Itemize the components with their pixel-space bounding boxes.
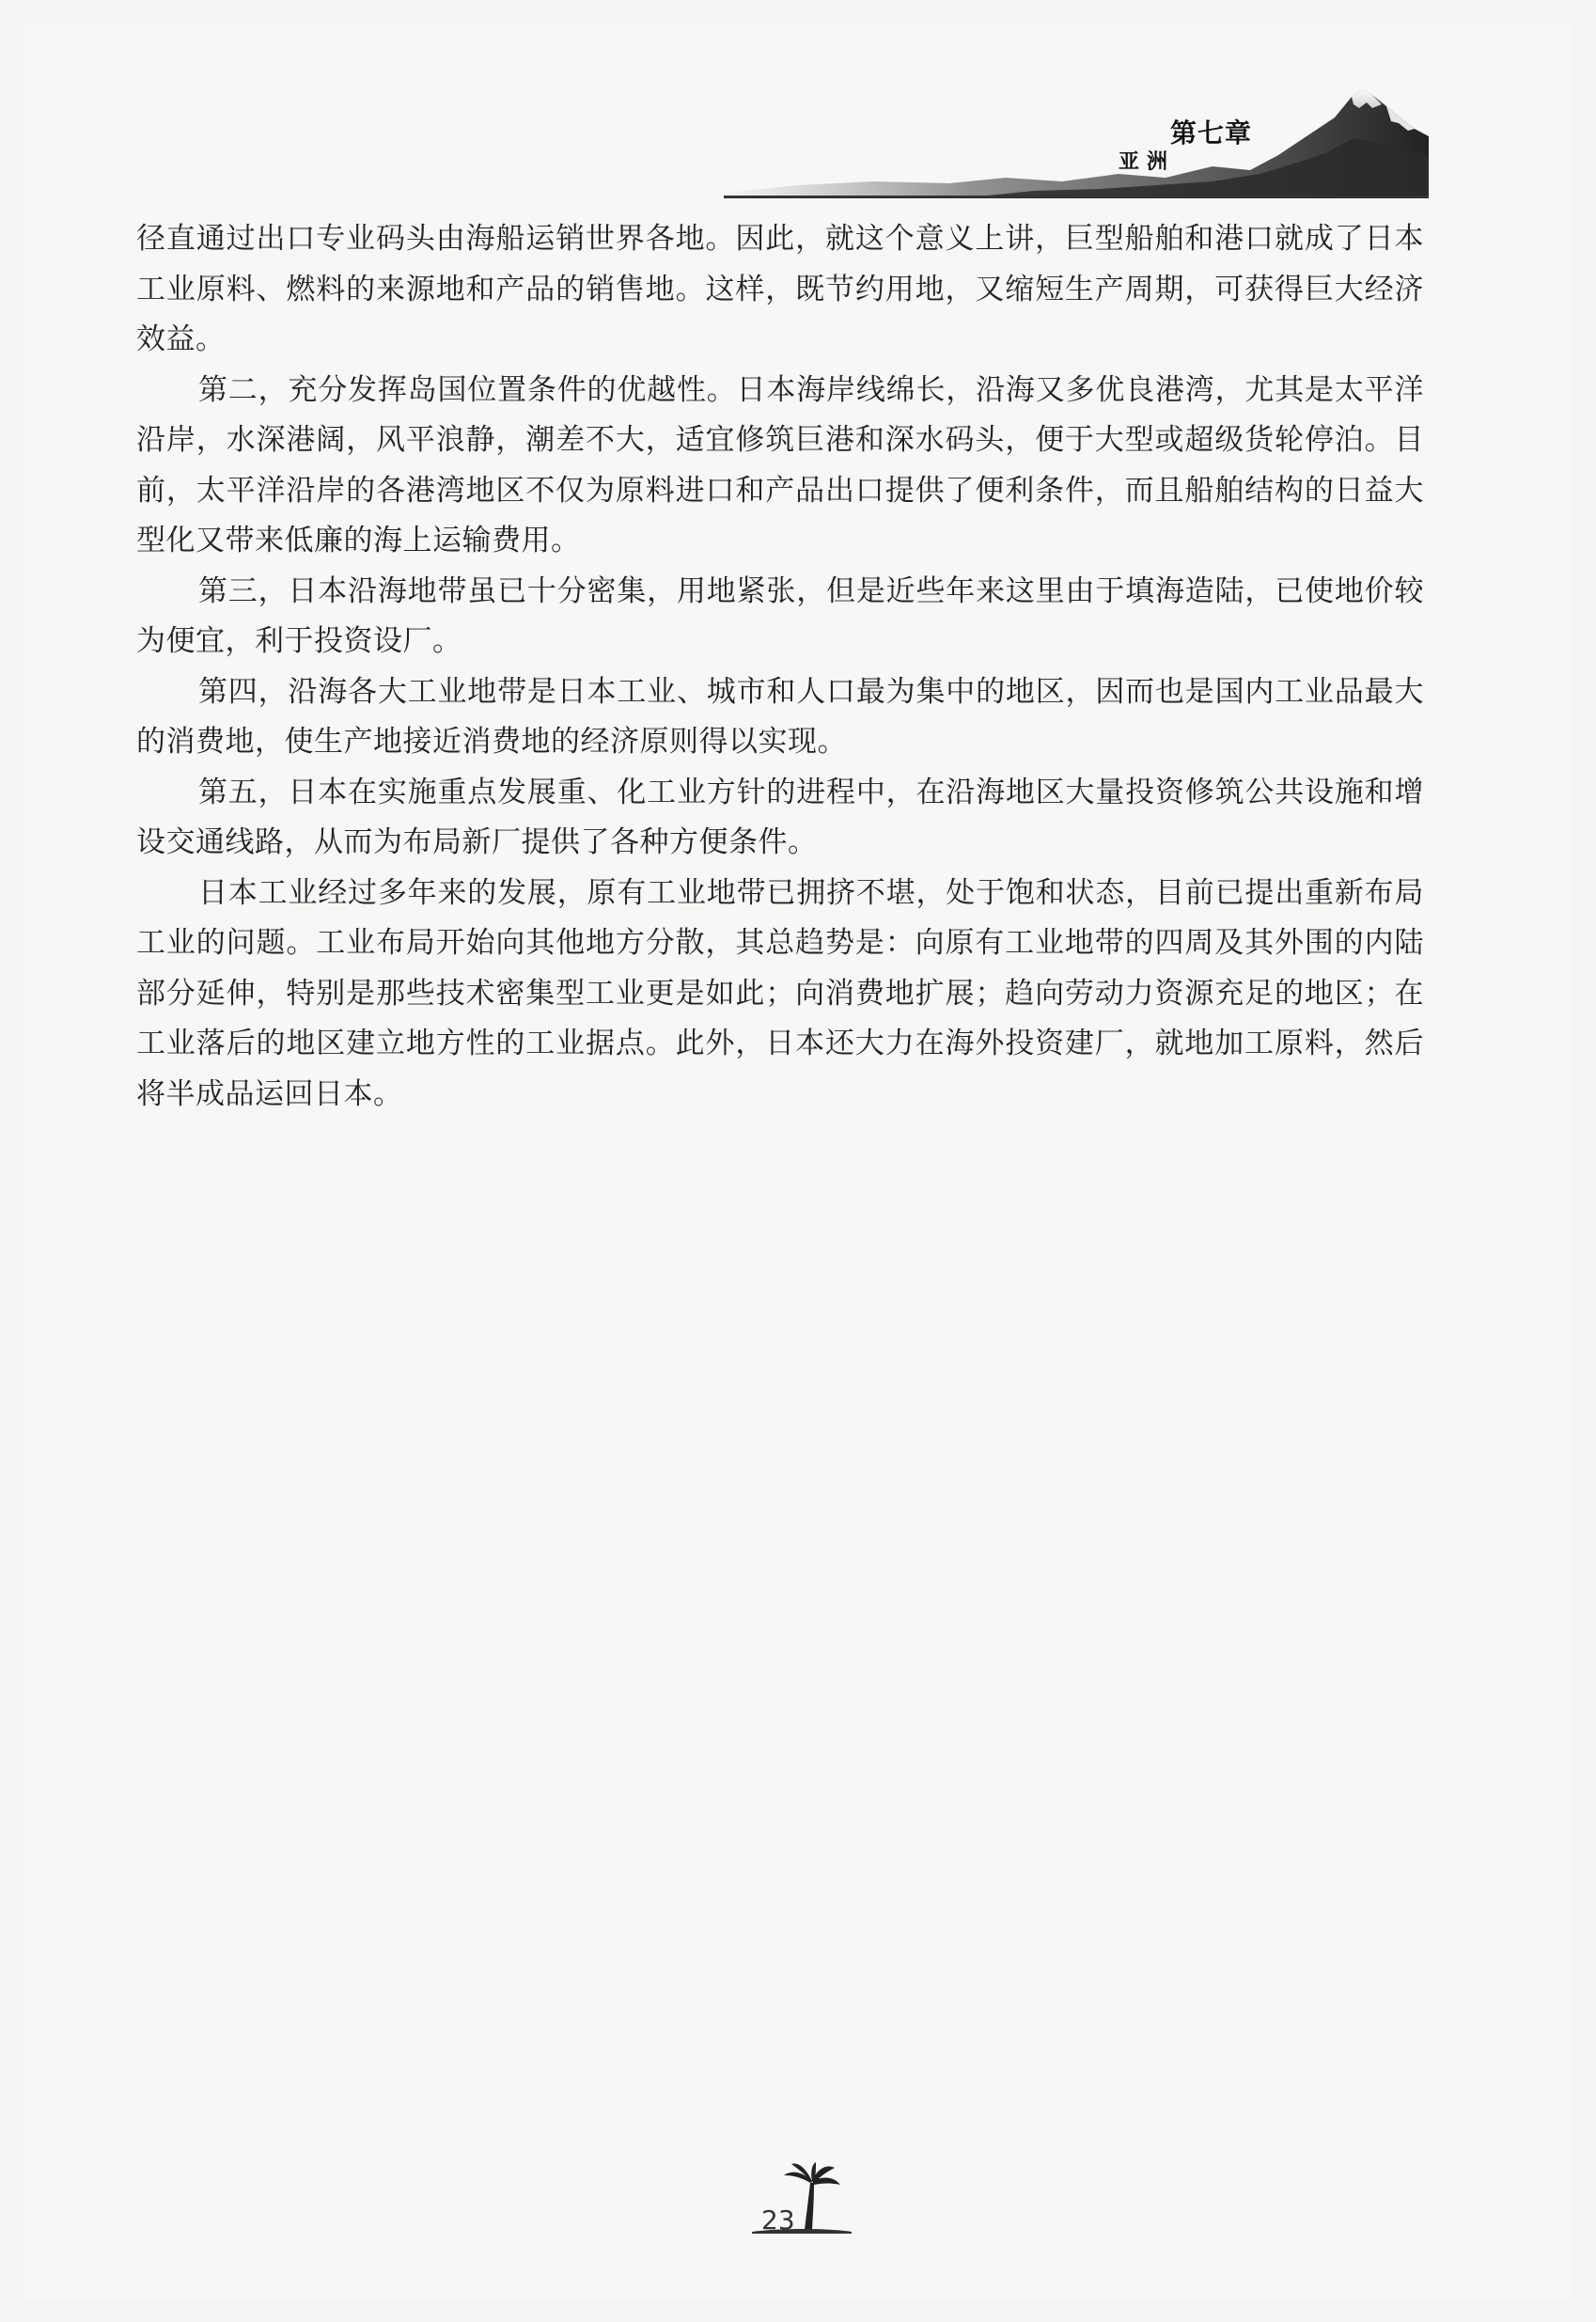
- chapter-header: [724, 80, 1429, 202]
- paragraph: 第五，日本在实施重点发展重、化工业方针的进程中，在沿海地区大量投资修筑公共设施和增设交通线路，从而为布局新厂提供了各种方便条件。: [136, 775, 1424, 859]
- paragraph: 第二，充分发挥岛国位置条件的优越性。日本海岸线绵长，沿海又多优良港湾，尤其是太平洋沿岸，水深港阔，风平浪静，潮差不大，适宜修筑巨港和深水码头，便于大型或超级货轮停泊。目前，太平洋沿岸的各港湾地区不仅为原料进口和产品出口提供了便利条件，而且船舶结构的日益大型化又带来低廉的海上运输费用。: [136, 372, 1424, 557]
- paragraph: 第三，日本沿海地带虽已十分密集，用地紧张，但是近些年来这里由于填海造陆，已使地价较为便宜，利于投资设厂。: [136, 573, 1424, 658]
- page-footer: [743, 2162, 855, 2237]
- mountain-landscape-icon: [724, 80, 1429, 202]
- paragraph: 日本工业经过多年来的发展，原有工业地带已拥挤不堪，处于饱和状态，目前已提出重新布局工业的问题。工业布局开始向其他地方分散，其总趋势是：向原有工业地带的四周及其外围的内陆部分延伸，特别是那些技术密集型工业更是如此；向消费地扩展；趋向劳动力资源充足的地区；在工业落后的地区建立地方性的工业据点。此外，日本还大力在海外投资建厂，就地加工原料，然后将半成品运回日本。: [136, 875, 1424, 1111]
- page-number: 23: [761, 2204, 795, 2236]
- paragraph: 径直通过出口专业码头由海船运销世界各地。因此，就这个意义上讲，巨型船舶和港口就成了日本工业原料、燃料的来源地和产品的销售地。这样，既节约用地，又缩短生产周期，可获得巨大经济效益。: [136, 222, 1424, 356]
- chapter-title: 第七章: [1170, 118, 1253, 149]
- body-text: [136, 214, 1424, 1120]
- paragraph: 第四，沿海各大工业地带是日本工业、城市和人口最为集中的地区，因而也是国内工业品最大的消费地，使生产地接近消费地的经济原则得以实现。: [136, 674, 1424, 759]
- palm-tree-icon: [743, 2162, 855, 2237]
- section-title: 亚洲: [1119, 149, 1176, 174]
